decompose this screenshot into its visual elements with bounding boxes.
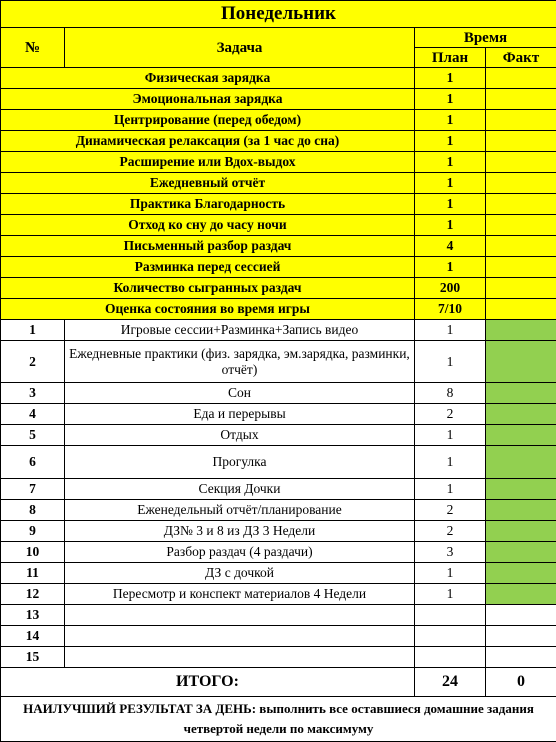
header-fact: Факт <box>486 48 556 68</box>
task-plan: 3 <box>415 542 486 563</box>
task-plan: 2 <box>415 404 486 425</box>
task-row <box>1 584 556 605</box>
task-fact[interactable] <box>486 647 556 668</box>
task-fact[interactable] <box>486 563 556 584</box>
routine-row <box>1 236 556 257</box>
task-row <box>1 341 556 383</box>
routine-task: Эмоциональная зарядка <box>1 89 415 110</box>
header-plan: План <box>415 48 486 68</box>
task-num: 13 <box>1 605 65 626</box>
routine-fact[interactable] <box>486 89 556 110</box>
total-row <box>1 668 556 697</box>
routine-row <box>1 152 556 173</box>
task-num: 5 <box>1 425 65 446</box>
task-plan: 2 <box>415 500 486 521</box>
task-num: 10 <box>1 542 65 563</box>
total-fact: 0 <box>486 668 556 697</box>
routine-task: Ежедневный отчёт <box>1 173 415 194</box>
task-fact[interactable] <box>486 320 556 341</box>
routine-plan: 1 <box>415 257 486 278</box>
routine-fact[interactable] <box>486 215 556 236</box>
task-fact[interactable] <box>486 542 556 563</box>
task-plan: 8 <box>415 383 486 404</box>
task-num: 11 <box>1 563 65 584</box>
routine-fact[interactable] <box>486 173 556 194</box>
task-name <box>65 626 415 647</box>
routine-task: Оценка состояния во время игры <box>1 299 415 320</box>
routine-fact[interactable] <box>486 131 556 152</box>
routine-fact[interactable] <box>486 299 556 320</box>
task-plan: 1 <box>415 446 486 479</box>
task-name <box>65 647 415 668</box>
task-name <box>65 605 415 626</box>
routine-row <box>1 131 556 152</box>
total-plan: 24 <box>415 668 486 697</box>
task-fact[interactable] <box>486 584 556 605</box>
task-row <box>1 446 556 479</box>
best-result-note: НАИЛУЧШИЙ РЕЗУЛЬТАТ ЗА ДЕНЬ: выполнить все оставшиеся домашние задания четвертой недели по максимуму <box>1 697 556 742</box>
task-plan: 2 <box>415 521 486 542</box>
task-num: 8 <box>1 500 65 521</box>
task-plan: 1 <box>415 584 486 605</box>
routine-task: Практика Благодарность <box>1 194 415 215</box>
routine-task: Количество сыгранных раздач <box>1 278 415 299</box>
routine-task: Динамическая релаксация (за 1 час до сна) <box>1 131 415 152</box>
task-fact[interactable] <box>486 446 556 479</box>
task-row <box>1 542 556 563</box>
routine-plan: 1 <box>415 173 486 194</box>
routine-plan: 1 <box>415 131 486 152</box>
total-label: ИТОГО: <box>1 668 415 697</box>
task-num: 9 <box>1 521 65 542</box>
routine-fact[interactable] <box>486 194 556 215</box>
task-fact[interactable] <box>486 383 556 404</box>
task-fact[interactable] <box>486 521 556 542</box>
task-name: Еженедельный отчёт/планирование <box>65 500 415 521</box>
routine-row <box>1 110 556 131</box>
task-row <box>1 404 556 425</box>
task-plan: 1 <box>415 479 486 500</box>
routine-row <box>1 257 556 278</box>
routine-plan: 1 <box>415 215 486 236</box>
task-plan: 1 <box>415 341 486 383</box>
routine-row <box>1 194 556 215</box>
routine-plan: 4 <box>415 236 486 257</box>
task-plan: 1 <box>415 425 486 446</box>
header-time: Время <box>415 28 556 48</box>
footer-row <box>1 697 556 742</box>
task-fact[interactable] <box>486 479 556 500</box>
routine-fact[interactable] <box>486 110 556 131</box>
task-plan: 1 <box>415 320 486 341</box>
task-num: 3 <box>1 383 65 404</box>
task-row <box>1 605 556 626</box>
task-row <box>1 626 556 647</box>
task-name: Еда и перерывы <box>65 404 415 425</box>
task-num: 7 <box>1 479 65 500</box>
task-row <box>1 500 556 521</box>
task-num: 1 <box>1 320 65 341</box>
task-fact[interactable] <box>486 404 556 425</box>
routine-task: Расширение или Вдох-выдох <box>1 152 415 173</box>
routine-row <box>1 299 556 320</box>
routine-task: Отход ко сну до часу ночи <box>1 215 415 236</box>
task-row <box>1 563 556 584</box>
task-row <box>1 479 556 500</box>
routine-row <box>1 89 556 110</box>
task-name: Игровые сессии+Разминка+Запись видео <box>65 320 415 341</box>
routine-fact[interactable] <box>486 278 556 299</box>
routine-row <box>1 173 556 194</box>
routine-plan: 7/10 <box>415 299 486 320</box>
task-plan <box>415 647 486 668</box>
routine-plan: 1 <box>415 152 486 173</box>
routine-plan: 1 <box>415 89 486 110</box>
task-row <box>1 521 556 542</box>
task-name: Прогулка <box>65 446 415 479</box>
task-name: Разбор раздач (4 раздачи) <box>65 542 415 563</box>
routine-task: Разминка перед сессией <box>1 257 415 278</box>
task-fact[interactable] <box>486 500 556 521</box>
header-task: Задача <box>65 28 415 68</box>
routine-plan: 200 <box>415 278 486 299</box>
task-row <box>1 425 556 446</box>
routine-fact[interactable] <box>486 236 556 257</box>
task-name: Сон <box>65 383 415 404</box>
routine-plan: 1 <box>415 68 486 89</box>
routine-fact[interactable] <box>486 152 556 173</box>
routine-task: Центрирование (перед обедом) <box>1 110 415 131</box>
task-num: 6 <box>1 446 65 479</box>
task-plan <box>415 626 486 647</box>
routine-task: Физическая зарядка <box>1 68 415 89</box>
task-num: 2 <box>1 341 65 383</box>
task-plan <box>415 605 486 626</box>
task-num: 12 <box>1 584 65 605</box>
task-name: ДЗ№ 3 и 8 из ДЗ 3 Недели <box>65 521 415 542</box>
task-num: 4 <box>1 404 65 425</box>
routine-row <box>1 68 556 89</box>
task-plan: 1 <box>415 563 486 584</box>
task-row <box>1 647 556 668</box>
routine-plan: 1 <box>415 194 486 215</box>
routine-task: Письменный разбор раздач <box>1 236 415 257</box>
task-name: ДЗ с дочкой <box>65 563 415 584</box>
day-title: Понедельник <box>1 1 556 28</box>
task-num: 14 <box>1 626 65 647</box>
task-fact[interactable] <box>486 626 556 647</box>
task-fact[interactable] <box>486 425 556 446</box>
routine-row <box>1 215 556 236</box>
task-name: Секция Дочки <box>65 479 415 500</box>
task-name: Ежедневные практики (физ. зарядка, эм.зарядка, разминки, отчёт) <box>65 341 415 383</box>
header-num: № <box>1 28 65 68</box>
task-name: Отдых <box>65 425 415 446</box>
task-fact[interactable] <box>486 341 556 383</box>
routine-fact[interactable] <box>486 257 556 278</box>
task-name: Пересмотр и конспект материалов 4 Недели <box>65 584 415 605</box>
routine-plan: 1 <box>415 110 486 131</box>
task-row <box>1 320 556 341</box>
task-num: 15 <box>1 647 65 668</box>
task-row <box>1 383 556 404</box>
routine-row <box>1 278 556 299</box>
task-fact[interactable] <box>486 605 556 626</box>
routine-fact[interactable] <box>486 68 556 89</box>
